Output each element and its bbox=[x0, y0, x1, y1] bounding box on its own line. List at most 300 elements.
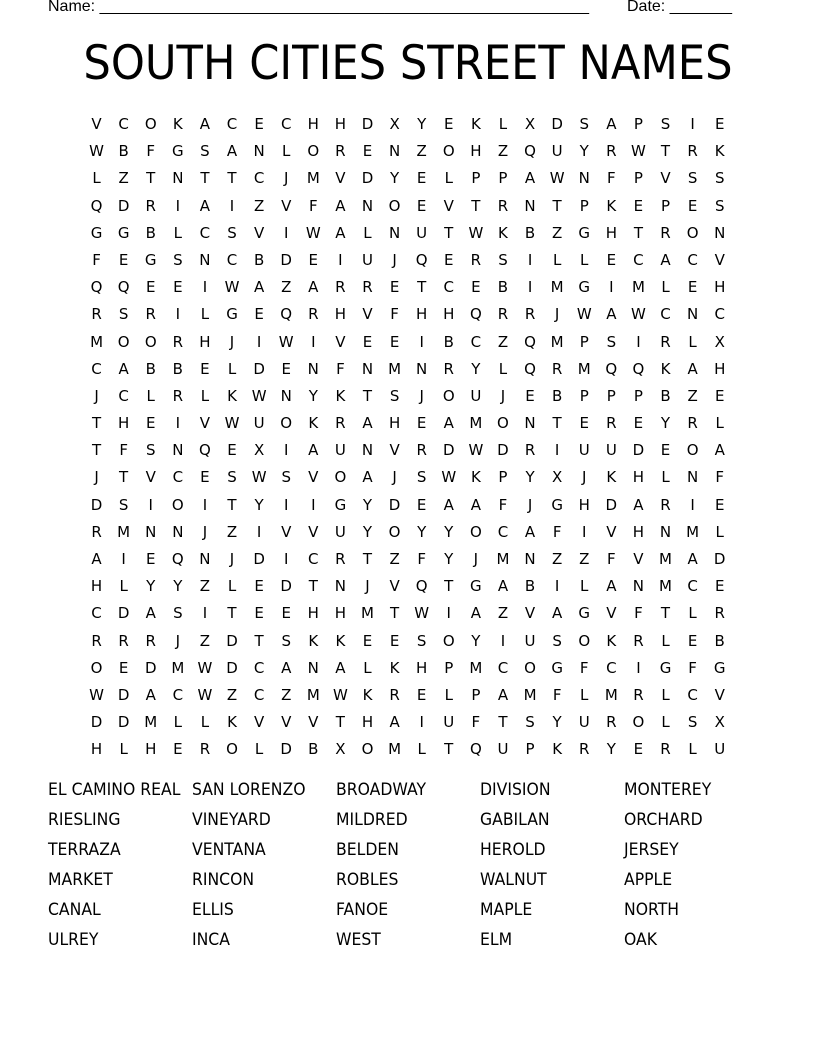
grid-letter[interactable]: P bbox=[525, 740, 535, 759]
grid-letter[interactable]: Q bbox=[117, 278, 130, 297]
grid-letter[interactable]: T bbox=[471, 196, 481, 215]
grid-letter[interactable]: H bbox=[90, 740, 103, 759]
grid-letter[interactable]: U bbox=[334, 441, 346, 460]
grid-letter[interactable]: N bbox=[145, 522, 157, 541]
grid-letter[interactable]: A bbox=[308, 441, 319, 460]
grid-letter[interactable]: B bbox=[714, 631, 725, 650]
grid-letter[interactable]: S bbox=[606, 332, 617, 351]
grid-letter[interactable]: L bbox=[580, 685, 589, 704]
grid-letter[interactable]: S bbox=[552, 631, 562, 650]
grid-letter[interactable]: H bbox=[416, 658, 428, 677]
grid-letter[interactable]: M bbox=[306, 169, 320, 188]
grid-letter[interactable]: O bbox=[442, 631, 455, 650]
grid-letter[interactable]: R bbox=[660, 740, 671, 759]
grid-letter[interactable]: P bbox=[498, 468, 508, 487]
grid-letter[interactable]: S bbox=[687, 169, 698, 188]
grid-letter[interactable]: J bbox=[94, 386, 99, 405]
grid-letter[interactable]: K bbox=[227, 713, 237, 732]
grid-letter[interactable]: D bbox=[551, 115, 563, 133]
grid-letter[interactable]: L bbox=[715, 414, 724, 433]
grid-letter[interactable]: U bbox=[551, 142, 563, 161]
grid-letter[interactable]: I bbox=[690, 115, 695, 133]
grid-letter[interactable]: E bbox=[687, 631, 698, 650]
grid-letter[interactable]: G bbox=[578, 278, 591, 297]
grid-letter[interactable]: R bbox=[91, 631, 102, 650]
grid-letter[interactable]: L bbox=[363, 223, 372, 242]
grid-letter[interactable]: J bbox=[392, 250, 397, 269]
grid-letter[interactable]: A bbox=[308, 278, 319, 297]
grid-letter[interactable]: A bbox=[91, 550, 102, 568]
grid-letter[interactable]: V bbox=[253, 713, 265, 732]
grid-letter[interactable]: W bbox=[631, 305, 646, 324]
grid-letter[interactable]: E bbox=[254, 305, 264, 324]
grid-letter[interactable]: L bbox=[661, 278, 670, 297]
grid-letter[interactable]: K bbox=[227, 386, 237, 405]
grid-letter[interactable]: R bbox=[524, 441, 536, 460]
grid-letter[interactable]: Z bbox=[552, 550, 563, 568]
grid-letter[interactable]: I bbox=[121, 550, 126, 568]
grid-letter[interactable]: I bbox=[256, 522, 262, 541]
grid-letter[interactable]: F bbox=[119, 441, 128, 460]
grid-letter[interactable]: C bbox=[199, 223, 211, 242]
grid-letter[interactable]: K bbox=[308, 631, 319, 650]
grid-letter[interactable]: Y bbox=[362, 495, 373, 514]
grid-letter[interactable]: T bbox=[633, 223, 643, 242]
grid-letter[interactable]: C bbox=[308, 550, 319, 568]
grid-letter[interactable]: Z bbox=[199, 631, 211, 650]
grid-letter[interactable]: S bbox=[173, 250, 183, 269]
grid-letter[interactable]: W bbox=[468, 441, 484, 460]
grid-letter[interactable]: I bbox=[582, 522, 587, 541]
grid-letter[interactable]: E bbox=[416, 169, 427, 188]
grid-letter[interactable]: F bbox=[498, 495, 508, 514]
grid-letter[interactable]: V bbox=[91, 115, 102, 133]
grid-letter[interactable]: M bbox=[631, 278, 645, 297]
grid-letter[interactable]: F bbox=[390, 305, 399, 324]
grid-letter[interactable]: X bbox=[524, 115, 536, 133]
grid-letter[interactable]: M bbox=[144, 713, 158, 732]
grid-letter[interactable]: B bbox=[145, 223, 156, 242]
grid-letter[interactable]: N bbox=[659, 522, 672, 541]
grid-letter[interactable]: L bbox=[661, 685, 670, 704]
grid-letter[interactable]: S bbox=[498, 250, 508, 269]
grid-letter[interactable]: G bbox=[551, 658, 563, 677]
grid-letter[interactable]: D bbox=[605, 495, 618, 514]
date-field[interactable]: Date: _______ bbox=[627, 0, 732, 15]
grid-letter[interactable]: K bbox=[660, 359, 671, 378]
grid-letter[interactable]: R bbox=[551, 359, 563, 378]
grid-letter[interactable]: G bbox=[117, 223, 130, 242]
grid-letter[interactable]: A bbox=[253, 278, 265, 297]
grid-letter[interactable]: V bbox=[308, 468, 319, 487]
grid-letter[interactable]: E bbox=[145, 414, 156, 433]
grid-letter[interactable]: K bbox=[172, 115, 183, 133]
grid-letter[interactable]: O bbox=[524, 658, 536, 677]
grid-letter[interactable]: S bbox=[145, 441, 156, 460]
grid-letter[interactable]: W bbox=[197, 658, 213, 677]
grid-letter[interactable]: J bbox=[202, 522, 208, 541]
grid-letter[interactable]: I bbox=[202, 278, 208, 297]
grid-letter[interactable]: M bbox=[659, 577, 672, 596]
grid-letter[interactable]: A bbox=[606, 577, 617, 596]
grid-letter[interactable]: M bbox=[577, 359, 591, 378]
grid-letter[interactable]: P bbox=[471, 169, 481, 188]
grid-letter[interactable]: F bbox=[417, 550, 426, 568]
grid-letter[interactable]: N bbox=[416, 359, 428, 378]
grid-letter[interactable]: R bbox=[91, 522, 102, 541]
grid-letter[interactable]: N bbox=[172, 522, 184, 541]
grid-letter[interactable]: R bbox=[606, 414, 617, 433]
grid-letter[interactable]: F bbox=[146, 142, 156, 161]
grid-letter[interactable]: L bbox=[200, 386, 210, 405]
grid-letter[interactable]: T bbox=[362, 550, 373, 568]
grid-letter[interactable]: B bbox=[524, 223, 536, 242]
grid-letter[interactable]: E bbox=[714, 577, 725, 596]
grid-letter[interactable]: B bbox=[443, 332, 454, 351]
grid-letter[interactable]: C bbox=[226, 115, 238, 133]
grid-letter[interactable]: E bbox=[254, 577, 264, 596]
grid-letter[interactable]: F bbox=[607, 550, 616, 568]
grid-letter[interactable]: T bbox=[227, 495, 237, 514]
grid-letter[interactable]: E bbox=[444, 115, 454, 133]
grid-letter[interactable]: A bbox=[687, 550, 698, 568]
grid-letter[interactable]: O bbox=[90, 658, 103, 677]
grid-letter[interactable]: S bbox=[281, 468, 291, 487]
grid-letter[interactable]: Q bbox=[605, 359, 618, 378]
grid-letter[interactable]: H bbox=[334, 305, 347, 324]
grid-letter[interactable]: L bbox=[661, 468, 670, 487]
grid-letter[interactable]: L bbox=[688, 604, 697, 623]
grid-letter[interactable]: Z bbox=[199, 577, 211, 596]
grid-letter[interactable]: X bbox=[335, 740, 346, 759]
grid-letter[interactable]: O bbox=[144, 332, 157, 351]
grid-letter[interactable]: Z bbox=[687, 386, 698, 405]
grid-letter[interactable]: H bbox=[714, 278, 726, 297]
grid-letter[interactable]: D bbox=[226, 631, 238, 650]
grid-letter[interactable]: V bbox=[281, 522, 292, 541]
grid-letter[interactable]: D bbox=[388, 495, 401, 514]
grid-letter[interactable]: J bbox=[283, 169, 289, 188]
grid-letter[interactable]: H bbox=[307, 115, 319, 133]
grid-letter[interactable]: F bbox=[688, 658, 697, 677]
grid-letter[interactable]: V bbox=[145, 468, 156, 487]
grid-letter[interactable]: R bbox=[606, 713, 617, 732]
grid-letter[interactable]: R bbox=[362, 278, 373, 297]
grid-letter[interactable]: P bbox=[579, 332, 589, 351]
grid-letter[interactable]: W bbox=[89, 142, 104, 161]
grid-letter[interactable]: Q bbox=[524, 332, 536, 351]
grid-letter[interactable]: N bbox=[280, 386, 292, 405]
grid-letter[interactable]: P bbox=[444, 658, 454, 677]
grid-letter[interactable]: N bbox=[388, 142, 401, 161]
grid-letter[interactable]: A bbox=[199, 115, 211, 133]
grid-letter[interactable]: L bbox=[173, 713, 182, 732]
grid-letter[interactable]: E bbox=[471, 278, 481, 297]
grid-letter[interactable]: Y bbox=[606, 740, 616, 759]
grid-letter[interactable]: Z bbox=[226, 522, 238, 541]
grid-letter[interactable]: Y bbox=[552, 713, 562, 732]
grid-letter[interactable]: T bbox=[227, 169, 237, 188]
grid-letter[interactable]: H bbox=[118, 414, 130, 433]
grid-letter[interactable]: N bbox=[714, 223, 726, 242]
grid-letter[interactable]: D bbox=[144, 658, 157, 677]
grid-letter[interactable]: A bbox=[362, 468, 373, 487]
grid-letter[interactable]: Q bbox=[415, 250, 428, 269]
grid-letter[interactable]: O bbox=[442, 386, 455, 405]
grid-letter[interactable]: E bbox=[660, 441, 671, 460]
grid-letter[interactable]: R bbox=[579, 740, 590, 759]
grid-letter[interactable]: R bbox=[714, 604, 725, 623]
grid-letter[interactable]: V bbox=[362, 305, 373, 324]
grid-letter[interactable]: J bbox=[175, 631, 181, 650]
grid-letter[interactable]: X bbox=[714, 332, 725, 351]
grid-letter[interactable]: Y bbox=[417, 115, 427, 133]
grid-letter[interactable]: M bbox=[388, 740, 402, 759]
grid-letter[interactable]: V bbox=[308, 522, 319, 541]
grid-letter[interactable]: O bbox=[171, 495, 184, 514]
grid-letter[interactable]: G bbox=[172, 142, 184, 161]
grid-letter[interactable]: T bbox=[91, 414, 102, 433]
grid-letter[interactable]: E bbox=[606, 250, 617, 269]
grid-letter[interactable]: A bbox=[606, 305, 617, 324]
grid-letter[interactable]: E bbox=[281, 604, 291, 623]
grid-letter[interactable]: N bbox=[307, 359, 319, 378]
grid-letter[interactable]: E bbox=[389, 332, 400, 351]
grid-letter[interactable]: E bbox=[714, 386, 725, 405]
grid-letter[interactable]: D bbox=[280, 740, 292, 759]
grid-letter[interactable]: J bbox=[94, 468, 99, 487]
grid-letter[interactable]: L bbox=[227, 359, 237, 378]
grid-letter[interactable]: Y bbox=[471, 631, 481, 650]
grid-letter[interactable]: Q bbox=[199, 441, 211, 460]
grid-letter[interactable]: F bbox=[308, 196, 318, 215]
grid-letter[interactable]: M bbox=[90, 332, 104, 351]
grid-letter[interactable]: D bbox=[117, 685, 130, 704]
grid-letter[interactable]: Y bbox=[308, 386, 318, 405]
grid-letter[interactable]: D bbox=[280, 577, 292, 596]
grid-letter[interactable]: C bbox=[606, 658, 617, 677]
grid-letter[interactable]: Z bbox=[497, 604, 509, 623]
grid-letter[interactable]: R bbox=[335, 414, 346, 433]
grid-letter[interactable]: L bbox=[498, 115, 508, 133]
grid-letter[interactable]: W bbox=[89, 685, 104, 704]
grid-letter[interactable]: F bbox=[336, 359, 345, 378]
grid-letter[interactable]: J bbox=[229, 332, 235, 351]
grid-letter[interactable]: U bbox=[578, 713, 590, 732]
grid-letter[interactable]: B bbox=[497, 278, 509, 297]
grid-letter[interactable]: N bbox=[253, 142, 265, 161]
grid-letter[interactable]: E bbox=[200, 468, 210, 487]
grid-letter[interactable]: V bbox=[281, 196, 292, 215]
grid-letter[interactable]: R bbox=[172, 386, 184, 405]
grid-letter[interactable]: D bbox=[632, 441, 645, 460]
grid-letter[interactable]: M bbox=[469, 658, 483, 677]
grid-letter[interactable]: E bbox=[227, 441, 237, 460]
grid-letter[interactable]: E bbox=[416, 495, 427, 514]
grid-letter[interactable]: W bbox=[224, 414, 240, 433]
grid-letter[interactable]: F bbox=[607, 169, 616, 188]
grid-letter[interactable]: G bbox=[551, 495, 563, 514]
grid-letter[interactable]: C bbox=[687, 685, 698, 704]
grid-letter[interactable]: A bbox=[633, 495, 644, 514]
grid-letter[interactable]: S bbox=[281, 631, 291, 650]
grid-letter[interactable]: W bbox=[576, 305, 592, 324]
grid-letter[interactable]: R bbox=[497, 305, 509, 324]
grid-letter[interactable]: E bbox=[633, 740, 644, 759]
grid-letter[interactable]: I bbox=[283, 223, 289, 242]
grid-letter[interactable]: E bbox=[633, 414, 644, 433]
grid-letter[interactable]: N bbox=[199, 550, 211, 568]
grid-letter[interactable]: A bbox=[687, 359, 698, 378]
grid-letter[interactable]: N bbox=[334, 577, 346, 596]
grid-letter[interactable]: F bbox=[471, 713, 481, 732]
grid-letter[interactable]: J bbox=[500, 386, 506, 405]
grid-letter[interactable]: H bbox=[443, 305, 455, 324]
grid-letter[interactable]: I bbox=[500, 631, 506, 650]
grid-letter[interactable]: S bbox=[525, 713, 535, 732]
grid-letter[interactable]: H bbox=[605, 223, 617, 242]
grid-letter[interactable]: B bbox=[118, 142, 129, 161]
grid-letter[interactable]: E bbox=[633, 196, 644, 215]
grid-letter[interactable]: I bbox=[311, 495, 316, 514]
grid-letter[interactable]: E bbox=[362, 142, 373, 161]
grid-letter[interactable]: H bbox=[632, 522, 645, 541]
grid-letter[interactable]: L bbox=[661, 713, 670, 732]
grid-letter[interactable]: K bbox=[606, 631, 617, 650]
grid-letter[interactable]: J bbox=[554, 305, 560, 324]
grid-letter[interactable]: U bbox=[334, 522, 346, 541]
grid-letter[interactable]: R bbox=[91, 305, 102, 324]
grid-letter[interactable]: C bbox=[470, 332, 482, 351]
grid-letter[interactable]: O bbox=[469, 522, 482, 541]
grid-letter[interactable]: E bbox=[145, 550, 156, 568]
grid-letter[interactable]: K bbox=[552, 740, 563, 759]
grid-letter[interactable]: I bbox=[636, 332, 641, 351]
grid-letter[interactable]: C bbox=[687, 250, 698, 269]
grid-letter[interactable]: C bbox=[91, 604, 102, 623]
grid-letter[interactable]: N bbox=[524, 550, 536, 568]
grid-letter[interactable]: A bbox=[226, 142, 238, 161]
grid-letter[interactable]: D bbox=[280, 250, 292, 269]
grid-letter[interactable]: S bbox=[687, 713, 698, 732]
grid-letter[interactable]: N bbox=[578, 169, 590, 188]
grid-letter[interactable]: V bbox=[281, 713, 292, 732]
grid-letter[interactable]: S bbox=[227, 223, 237, 242]
grid-letter[interactable]: S bbox=[173, 604, 183, 623]
grid-letter[interactable]: X bbox=[714, 713, 725, 732]
grid-letter[interactable]: L bbox=[119, 577, 128, 596]
grid-letter[interactable]: C bbox=[172, 685, 184, 704]
grid-letter[interactable]: H bbox=[714, 359, 726, 378]
grid-letter[interactable]: V bbox=[335, 169, 346, 188]
grid-letter[interactable]: U bbox=[578, 441, 590, 460]
grid-letter[interactable]: S bbox=[714, 196, 725, 215]
grid-letter[interactable]: L bbox=[688, 740, 697, 759]
grid-letter[interactable]: M bbox=[550, 332, 564, 351]
grid-letter[interactable]: L bbox=[146, 386, 155, 405]
grid-letter[interactable]: I bbox=[175, 414, 181, 433]
grid-letter[interactable]: M bbox=[496, 550, 510, 568]
grid-letter[interactable]: L bbox=[417, 740, 426, 759]
grid-letter[interactable]: R bbox=[145, 305, 156, 324]
grid-letter[interactable]: K bbox=[362, 685, 373, 704]
grid-letter[interactable]: L bbox=[173, 223, 182, 242]
grid-letter[interactable]: D bbox=[253, 550, 265, 568]
grid-letter[interactable]: R bbox=[145, 196, 156, 215]
grid-letter[interactable]: L bbox=[363, 658, 372, 677]
grid-letter[interactable]: X bbox=[552, 468, 563, 487]
grid-letter[interactable]: Q bbox=[90, 196, 103, 215]
grid-letter[interactable]: A bbox=[470, 604, 481, 623]
grid-letter[interactable]: Y bbox=[173, 577, 183, 596]
grid-letter[interactable]: E bbox=[254, 604, 264, 623]
grid-letter[interactable]: I bbox=[338, 250, 343, 269]
grid-letter[interactable]: A bbox=[335, 223, 346, 242]
grid-letter[interactable]: D bbox=[226, 658, 238, 677]
grid-letter[interactable]: S bbox=[660, 115, 671, 133]
grid-letter[interactable]: G bbox=[90, 223, 103, 242]
grid-letter[interactable]: F bbox=[715, 468, 725, 487]
grid-letter[interactable]: I bbox=[419, 332, 424, 351]
grid-letter[interactable]: N bbox=[524, 414, 536, 433]
grid-letter[interactable]: R bbox=[660, 223, 671, 242]
grid-letter[interactable]: D bbox=[90, 495, 103, 514]
grid-letter[interactable]: L bbox=[200, 305, 210, 324]
grid-letter[interactable]: C bbox=[497, 658, 509, 677]
grid-letter[interactable]: Q bbox=[171, 550, 184, 568]
grid-letter[interactable]: Q bbox=[524, 359, 536, 378]
grid-letter[interactable]: D bbox=[253, 359, 265, 378]
grid-letter[interactable]: S bbox=[714, 169, 725, 188]
grid-letter[interactable]: Q bbox=[415, 577, 428, 596]
grid-letter[interactable]: W bbox=[305, 223, 321, 242]
grid-letter[interactable]: Y bbox=[444, 522, 454, 541]
grid-letter[interactable]: T bbox=[389, 604, 400, 623]
grid-letter[interactable]: M bbox=[469, 414, 483, 433]
grid-letter[interactable]: A bbox=[497, 685, 509, 704]
grid-letter[interactable]: R bbox=[118, 631, 129, 650]
grid-letter[interactable]: V bbox=[199, 414, 211, 433]
grid-letter[interactable]: D bbox=[713, 550, 726, 568]
grid-letter[interactable]: C bbox=[172, 468, 184, 487]
grid-letter[interactable]: I bbox=[554, 441, 560, 460]
grid-letter[interactable]: C bbox=[714, 305, 725, 324]
grid-letter[interactable]: A bbox=[660, 250, 671, 269]
grid-letter[interactable]: V bbox=[253, 223, 265, 242]
grid-letter[interactable]: C bbox=[253, 658, 265, 677]
grid-letter[interactable]: N bbox=[172, 169, 184, 188]
grid-letter[interactable]: T bbox=[417, 278, 427, 297]
grid-letter[interactable]: S bbox=[227, 468, 237, 487]
grid-letter[interactable]: R bbox=[687, 414, 698, 433]
grid-letter[interactable]: P bbox=[471, 685, 481, 704]
grid-letter[interactable]: Y bbox=[254, 495, 264, 514]
grid-letter[interactable]: P bbox=[606, 386, 616, 405]
grid-letter[interactable]: Q bbox=[280, 305, 293, 324]
grid-letter[interactable]: V bbox=[606, 522, 617, 541]
grid-letter[interactable]: J bbox=[365, 577, 370, 596]
grid-letter[interactable]: C bbox=[226, 250, 238, 269]
grid-letter[interactable]: A bbox=[606, 115, 617, 133]
grid-letter[interactable]: T bbox=[335, 713, 345, 732]
grid-letter[interactable]: M bbox=[550, 278, 564, 297]
grid-letter[interactable]: E bbox=[308, 250, 319, 269]
grid-letter[interactable]: R bbox=[335, 142, 346, 161]
grid-letter[interactable]: U bbox=[361, 250, 373, 269]
grid-letter[interactable]: K bbox=[470, 468, 481, 487]
grid-letter[interactable]: V bbox=[389, 577, 400, 596]
grid-letter[interactable]: Z bbox=[497, 332, 509, 351]
